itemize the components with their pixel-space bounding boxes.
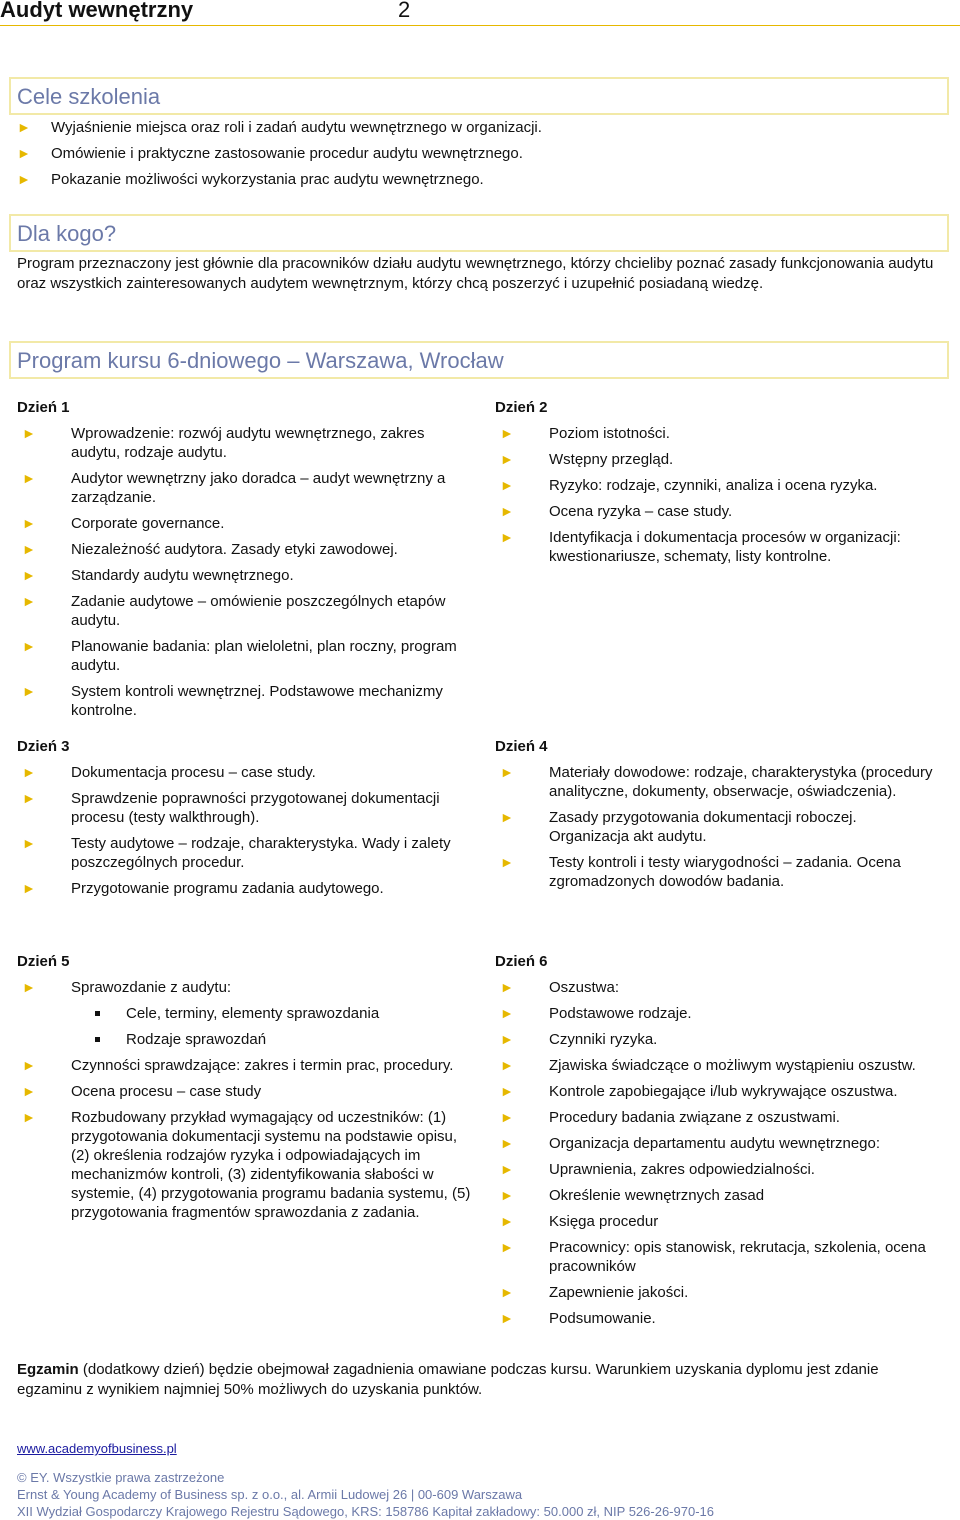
- company-address: Ernst & Young Academy of Business sp. z o.o., al. Armii Ludowej 26 | 00-609 Warszawa: [17, 1487, 523, 1502]
- list-item: ► Zjawiska świadczące o możliwym wystąpieniu oszustw.: [500, 1057, 916, 1074]
- page-number: 2: [398, 0, 411, 22]
- list-item: ► Pracownicy: opis stanowisk, rekrutacja, szkolenia, ocena pracowników: [500, 1239, 926, 1275]
- page-header: [0, 0, 960, 24]
- arrow-bullet-icon: ►: [500, 425, 514, 441]
- arrow-bullet-icon: ►: [22, 880, 36, 896]
- arrow-bullet-icon: ►: [22, 470, 36, 486]
- audience-heading-box: [9, 214, 949, 252]
- list-item: ► Kontrole zapobiegające i/lub wykrywające oszustwa.: [500, 1083, 898, 1100]
- list-item: ► Pokazanie możliwości wykorzystania prac audytu wewnętrznego.: [17, 171, 484, 188]
- square-bullet-icon: [95, 1011, 100, 1016]
- list-item: ► Zapewnienie jakości.: [500, 1284, 689, 1301]
- copyright-text: © EY. Wszystkie prawa zastrzeżone: [17, 1470, 225, 1485]
- list-item: ► Oszustwa:: [500, 979, 620, 996]
- day5-section: [17, 952, 477, 1229]
- list-item: ► Ocena ryzyka – case study.: [500, 503, 733, 520]
- arrow-bullet-icon: ►: [22, 638, 36, 654]
- goals-heading: Cele szkolenia: [17, 84, 161, 109]
- arrow-bullet-icon: ►: [500, 809, 514, 825]
- list-item: ► Planowanie badania: plan wieloletni, plan roczny, program audytu.: [22, 638, 457, 674]
- day-title: Dzień 5: [17, 953, 70, 970]
- arrow-bullet-icon: ►: [500, 1083, 514, 1099]
- list-item: ► Poziom istotności.: [500, 425, 670, 442]
- sub-list-item: Cele, terminy, elementy sprawozdania: [17, 1004, 477, 1023]
- day-title: Dzień 6: [495, 953, 548, 970]
- arrow-bullet-icon: ►: [500, 451, 514, 467]
- day4-section: [495, 737, 935, 898]
- list-item: ► Audytor wewnętrzny jako doradca – audyt wewnętrzny a zarządzanie.: [22, 470, 446, 506]
- program-heading: Program kursu 6-dniowego – Warszawa, Wrocław: [17, 348, 504, 373]
- list-item: ► Testy kontroli i testy wiarygodności – zadania. Ocena zgromadzonych dowodów badania.: [500, 854, 901, 890]
- arrow-bullet-icon: ►: [500, 477, 514, 493]
- day6-section: [495, 952, 955, 1335]
- list-item: ► Określenie wewnętrznych zasad: [500, 1187, 765, 1204]
- arrow-bullet-icon: ►: [17, 119, 31, 135]
- arrow-bullet-icon: ►: [22, 683, 36, 699]
- arrow-bullet-icon: ►: [22, 790, 36, 806]
- footer: [17, 1440, 714, 1520]
- list-item: ► Sprawozdanie z audytu:: [22, 979, 232, 996]
- audience-paragraph: Program przeznaczony jest głównie dla pracowników działu audytu wewnętrznego, którzy chcieliby poznać zasady funkcjonowania audytu oraz wszystkich zainteresowanych audytem wewnętrznym, którzy chcą poszerzyć i uzupełnić posiadaną wiedzę.: [17, 255, 934, 292]
- arrow-bullet-icon: ►: [22, 1057, 36, 1073]
- list-item: ► Podstawowe rodzaje.: [500, 1005, 692, 1022]
- day2-section: [495, 398, 955, 573]
- arrow-bullet-icon: ►: [500, 1239, 514, 1255]
- arrow-bullet-icon: ►: [500, 1213, 514, 1229]
- arrow-bullet-icon: ►: [500, 1057, 514, 1073]
- registry-info: XII Wydział Gospodarczy Krajowego Rejestru Sądowego, KRS: 158786 Kapitał zakładowy: 50.000 zł, NIP 526-26-970-16: [17, 1504, 714, 1519]
- arrow-bullet-icon: ►: [500, 1310, 514, 1326]
- list-item: ► Rozbudowany przykład wymagający od uczestników: (1) przygotowania dokumentacji systemu na podstawie opisu, (2) określenia rodzajów ryzyka i odpowiadających im mechanizmów kontroli, (3) zidentyfikowania słabości w systemie, (4) przygotowania programu badania systemu, (5) przygotowania fragmentów sprawozdania z zadania.: [22, 1109, 471, 1221]
- arrow-bullet-icon: ►: [17, 171, 31, 187]
- list-item: ► Niezależność audytora. Zasady etyki zawodowej.: [22, 541, 398, 558]
- arrow-bullet-icon: ►: [500, 1005, 514, 1021]
- list-item: ► Corporate governance.: [22, 515, 225, 532]
- arrow-bullet-icon: ►: [22, 515, 36, 531]
- arrow-bullet-icon: ►: [22, 593, 36, 609]
- list-item: ► Identyfikacja i dokumentacja procesów w organizacji: kwestionariusze, schematy, listy kontrolne.: [500, 529, 901, 565]
- list-item: ► Wstępny przegląd.: [500, 451, 674, 468]
- list-item: ► Uprawnienia, zakres odpowiedzialności.: [500, 1161, 815, 1178]
- arrow-bullet-icon: ►: [500, 1135, 514, 1151]
- list-item: ► Omówienie i praktyczne zastosowanie procedur audytu wewnętrznego.: [17, 145, 523, 162]
- arrow-bullet-icon: ►: [17, 145, 31, 161]
- document-title: Audyt wewnętrzny: [0, 0, 194, 22]
- arrow-bullet-icon: ►: [22, 567, 36, 583]
- list-item: ► Czynniki ryzyka.: [500, 1031, 658, 1048]
- audience-heading: Dla kogo?: [17, 221, 117, 246]
- exam-note: [17, 1360, 947, 1400]
- list-item: ► Podsumowanie.: [500, 1310, 656, 1327]
- list-item: ► Czynności sprawdzające: zakres i termin prac, procedury.: [22, 1057, 454, 1074]
- arrow-bullet-icon: ►: [500, 854, 514, 870]
- list-item: ► Księga procedur: [500, 1213, 659, 1230]
- program-heading-box: [9, 341, 949, 379]
- list-item: ► Standardy audytu wewnętrznego.: [22, 567, 294, 584]
- list-item: ► System kontroli wewnętrznej. Podstawowe mechanizmy kontrolne.: [22, 683, 443, 719]
- website-link[interactable]: www.academyofbusiness.pl: [17, 1441, 177, 1456]
- list-item: ► Dokumentacja procesu – case study.: [22, 764, 316, 781]
- list-item: ► Testy audytowe – rodzaje, charakterystyka. Wady i zalety poszczególnych procedur.: [22, 835, 451, 871]
- arrow-bullet-icon: ►: [500, 1161, 514, 1177]
- arrow-bullet-icon: ►: [22, 1083, 36, 1099]
- list-item: ► Zadanie audytowe – omówienie poszczególnych etapów audytu.: [22, 593, 446, 629]
- list-item: ► Wprowadzenie: rozwój audytu wewnętrznego, zakres audytu, rodzaje audytu.: [22, 425, 425, 461]
- list-item: ► Zasady przygotowania dokumentacji roboczej. Organizacja akt audytu.: [500, 809, 857, 845]
- list-item: ► Ocena procesu – case study: [22, 1083, 262, 1100]
- goals-list: [17, 118, 937, 196]
- arrow-bullet-icon: ►: [500, 764, 514, 780]
- exam-label: Egzamin: [17, 1361, 79, 1378]
- arrow-bullet-icon: ►: [500, 1284, 514, 1300]
- list-item: ► Ryzyko: rodzaje, czynniki, analiza i ocena ryzyka.: [500, 477, 878, 494]
- goals-heading-box: [9, 77, 949, 115]
- arrow-bullet-icon: ►: [22, 1109, 36, 1125]
- list-item: ► Organizacja departamentu audytu wewnętrznego:: [500, 1135, 881, 1152]
- day1-section: [17, 398, 457, 727]
- exam-text: (dodatkowy dzień) będzie obejmował zagadnienia omawiane podczas kursu. Warunkiem uzyskania dyplomu jest zdanie egzaminu z wynikiem najmniej 50% możliwych do uzyskania punktów.: [17, 1361, 879, 1398]
- arrow-bullet-icon: ►: [22, 979, 36, 995]
- arrow-bullet-icon: ►: [500, 503, 514, 519]
- arrow-bullet-icon: ►: [22, 541, 36, 557]
- list-item: ► Materiały dowodowe: rodzaje, charakterystyka (procedury analityczne, dokumenty, obserwacje, oświadczenia).: [500, 764, 933, 800]
- list-item: ► Sprawdzenie poprawności przygotowanej dokumentacji procesu (testy walkthrough).: [22, 790, 440, 826]
- day3-section: [17, 737, 457, 905]
- arrow-bullet-icon: ►: [500, 1031, 514, 1047]
- arrow-bullet-icon: ►: [22, 425, 36, 441]
- square-bullet-icon: [95, 1037, 100, 1042]
- day-title: Dzień 2: [495, 399, 548, 416]
- arrow-bullet-icon: ►: [22, 764, 36, 780]
- list-item: ► Wyjaśnienie miejsca oraz roli i zadań audytu wewnętrznego w organizacji.: [17, 119, 542, 136]
- arrow-bullet-icon: ►: [500, 1187, 514, 1203]
- arrow-bullet-icon: ►: [500, 979, 514, 995]
- sub-list-item: Rodzaje sprawozdań: [17, 1030, 477, 1049]
- list-item: ► Procedury badania związane z oszustwami.: [500, 1109, 840, 1126]
- day-title: Dzień 3: [17, 738, 70, 755]
- day-title: Dzień 1: [17, 399, 70, 416]
- arrow-bullet-icon: ►: [22, 835, 36, 851]
- header-rule: [0, 25, 960, 26]
- arrow-bullet-icon: ►: [500, 529, 514, 545]
- arrow-bullet-icon: ►: [500, 1109, 514, 1125]
- list-item: ► Przygotowanie programu zadania audytowego.: [22, 880, 384, 897]
- day-title: Dzień 4: [495, 738, 548, 755]
